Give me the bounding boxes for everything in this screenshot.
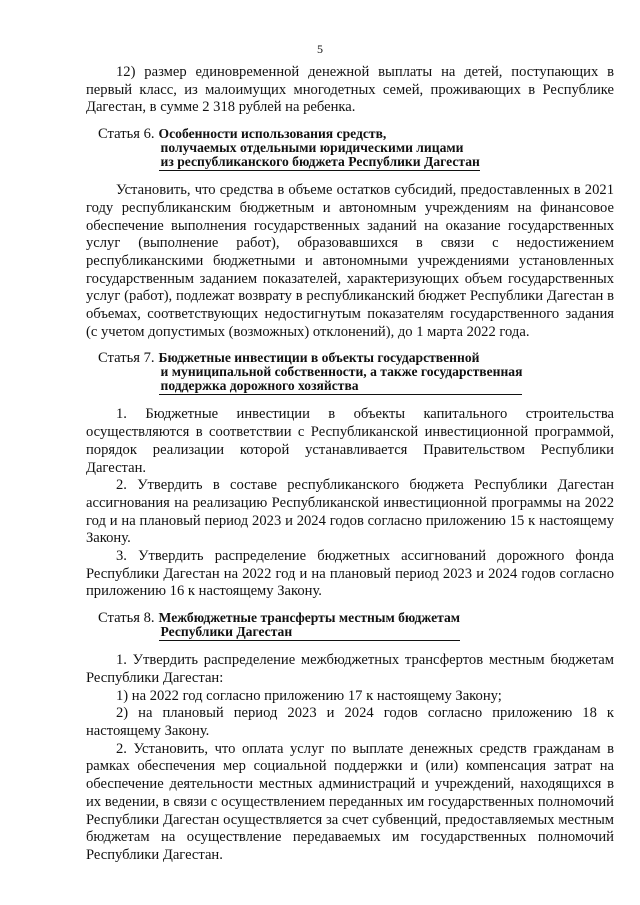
article-heading	[98, 127, 614, 171]
paragraph: 2. Установить, что оплата услуг по выплате денежных средств гражданам в рамках обеспечения мер социальной поддержки и (или) компенсация затрат на обеспечение деятельности местных администраций и учреждений, находящихся в их ведении, в связи с осуществлением переданных им государственных полномочий Республики Дагестан осуществляется за счет субвенций, предоставляемых местным бюджетам на осуществление передаваемых им государственных полномочий Республики Дагестан.	[86, 740, 614, 863]
article-title	[159, 611, 460, 641]
article-title-line: получаемых отдельными юридическими лицами	[160, 140, 464, 156]
article-title-line: Межбюджетные трансферты местным бюджетам	[158, 610, 461, 626]
article-heading	[98, 611, 614, 641]
paragraph: 1. Утвердить распределение межбюджетных трансфертов местным бюджетам Республики Дагестан:	[86, 652, 614, 686]
article-title	[159, 127, 480, 171]
paragraph: 3. Утвердить распределение бюджетных ассигнований дорожного фонда Республики Дагестан на 2022 год и на плановый период 2023 и 2024 годов согласно приложению 16 к настоящему Закону.	[86, 548, 614, 600]
article-label: Статья 7.	[98, 350, 155, 367]
article-title-line: и муниципальной собственности, а также государственная	[160, 364, 523, 380]
article-label: Статья 6.	[98, 126, 155, 143]
paragraph: 12) размер единовременной денежной выплаты на детей, поступающих в первый класс, из малоимущих многодетных семей, проживающих в Республике Дагестан, в сумме 2 318 рублей на ребенка.	[86, 64, 614, 116]
article-title-line: Бюджетные инвестиции в объекты государственной	[158, 350, 480, 366]
article-heading	[98, 351, 614, 395]
paragraph: Установить, что средства в объеме остатков субсидий, предоставленных в 2021 году республиканским бюджетным и автономным учреждениям на финансовое обеспечение выполнения государственных заданий на оказание государственных услуг (выполнение работ), образовавшихся в связи с недостижением республиканскими бюджетными и автономными учреждениями установленных государственным заданием показателей, характеризующих объем государственных услуг (работ), подлежат возврату в республиканский бюджет Республики Дагестан в объемах, соответствующих недостигнутым показателям государственного задания (с учетом допустимых (возможных) отклонений), до 1 марта 2022 года.	[86, 182, 614, 340]
paragraph: 1) на 2022 год согласно приложению 17 к настоящему Закону;	[116, 687, 502, 704]
article-title-line: поддержка дорожного хозяйства	[160, 378, 359, 394]
article-title	[159, 351, 523, 395]
paragraph: 1. Бюджетные инвестиции в объекты капитального строительства осуществляются в соответствии с Республиканской инвестиционной программой, порядок реализации которой устанавливается Правительством Республики Дагестан.	[86, 406, 614, 476]
article-label: Статья 8.	[98, 610, 155, 627]
document-body	[86, 64, 614, 865]
paragraph: 2. Утвердить в составе республиканского бюджета Республики Дагестан ассигнования на реализацию Республиканской инвестиционной программы на 2022 год и на плановый период 2023 и 2024 годов согласно приложению 15 к настоящему Закону.	[86, 477, 614, 547]
article-title-line: из республиканского бюджета Республики Дагестан	[160, 154, 480, 170]
paragraph: 2) на плановый период 2023 и 2024 годов согласно приложению 18 к настоящему Закону.	[86, 705, 614, 739]
article-title-line: Особенности использования средств,	[158, 126, 387, 142]
article-title-line: Республики Дагестан	[160, 624, 293, 640]
page-number: 5	[317, 42, 323, 56]
